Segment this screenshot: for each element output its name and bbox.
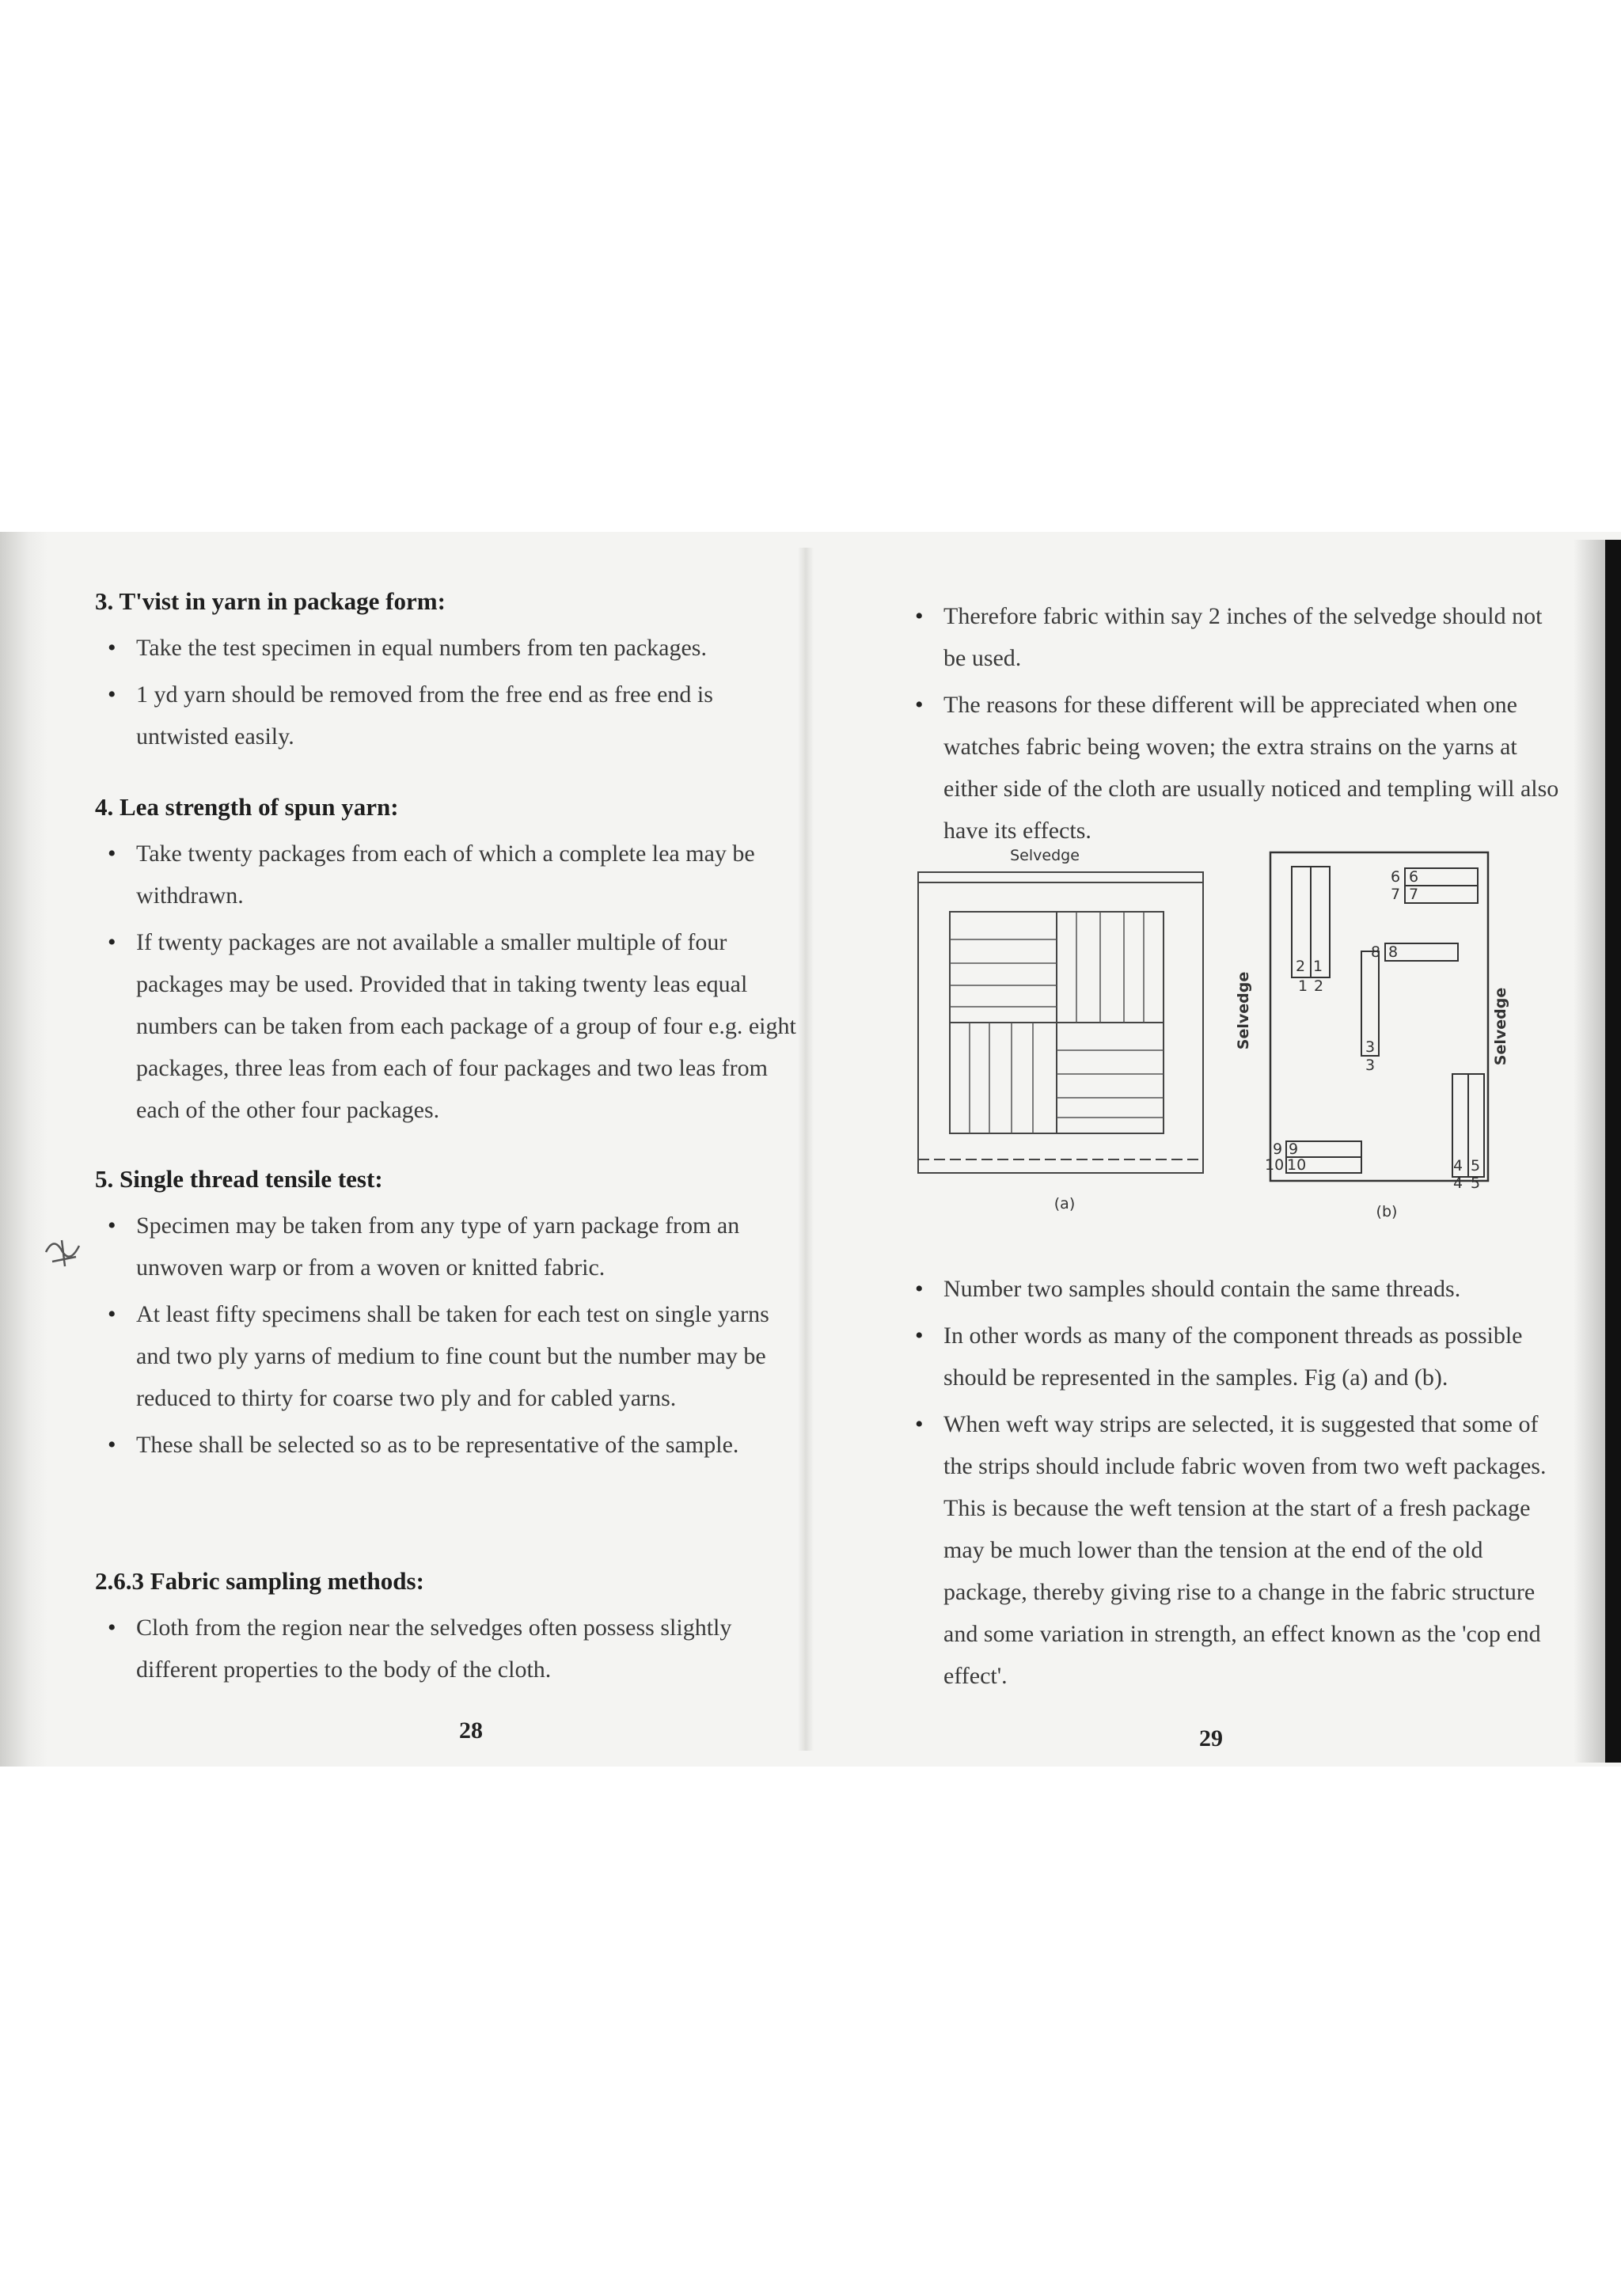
strip-number: 9	[1289, 1140, 1299, 1158]
strip-number: 9	[1273, 1140, 1283, 1158]
sampling-figure	[902, 844, 1509, 1240]
right-page	[902, 532, 1567, 1767]
left-page	[95, 532, 807, 1767]
section-heading: 5. Single thread tensile test:	[95, 1165, 383, 1193]
strip-number: 3	[1365, 1038, 1376, 1056]
list-item: • At least fifty specimens shall be taken for each test on single yarns and two ply yarns of medium to fine count but the number may be reduced to thirty for coarse two ply and for cabled yarns.	[95, 1293, 807, 1419]
section-single-thread-tensile	[95, 1165, 807, 1471]
section-twist-in-yarn	[95, 587, 807, 762]
top-bullets	[902, 595, 1567, 856]
figure-a-caption: (a)	[1053, 1195, 1076, 1213]
strip-number: 1	[1298, 977, 1308, 995]
strip-number: 6	[1391, 868, 1401, 886]
strip-number: 2	[1296, 958, 1306, 975]
list-item: • Therefore fabric within say 2 inches of the selvedge should not be used.	[902, 595, 1567, 679]
section-lea-strength	[95, 793, 807, 1136]
bullet-list	[95, 833, 807, 1131]
strip-number: 8	[1371, 943, 1381, 961]
list-item: • In other words as many of the component threads as possible should be represented in the samples. Fig (a) and (b).	[902, 1315, 1567, 1398]
figure-a-title: Selvedge	[1010, 847, 1080, 864]
list-item: • Take the test specimen in equal numbers from ten packages.	[95, 627, 807, 669]
bullet-list	[902, 595, 1567, 852]
list-item: • 1 yd yarn should be removed from the free end as free end is untwisted easily.	[95, 674, 807, 757]
bullet-list	[902, 1268, 1567, 1697]
list-item: • If twenty packages are not available a smaller multiple of four packages may be used. Provided that in taking twenty leas equal numbers can be taken from each package of a group of four e.g. eight packages, three leas from each of four packages and two leas from each of the other four packages.	[95, 921, 807, 1131]
page-shadow-left	[0, 532, 47, 1767]
selvedge-label-left: Selvedge	[1235, 971, 1252, 1050]
selvedge-label-right: Selvedge	[1492, 987, 1509, 1066]
list-item: • Cloth from the region near the selvedges often possess slightly different properties to the body of the cloth.	[95, 1607, 807, 1691]
page-number: 28	[459, 1717, 483, 1744]
strip-number: 2	[1314, 977, 1324, 995]
bullet-list	[95, 1205, 807, 1466]
strip-number: 3	[1365, 1057, 1376, 1074]
list-item: • The reasons for these different will be appreciated when one watches fabric being woven; the extra strains on the yarns at either side of the cloth are usually noticed and templing will also have its effects.	[902, 684, 1567, 852]
section-heading: 4. Lea strength of spun yarn:	[95, 793, 399, 821]
section-heading: 3. T'vist in yarn in package form:	[95, 587, 446, 615]
page-shadow-right	[1574, 540, 1605, 1763]
section-fabric-sampling	[95, 1567, 807, 1695]
bullet-list	[95, 627, 807, 757]
section-heading: 2.6.3 Fabric sampling methods:	[95, 1567, 424, 1595]
list-item: • Specimen may be taken from any type of yarn package from an unwoven warp or from a woven or knitted fabric.	[95, 1205, 807, 1288]
handwritten-mark	[38, 1228, 93, 1276]
list-item: • Number two samples should contain the same threads.	[902, 1268, 1567, 1310]
binding-edge	[1605, 540, 1621, 1763]
figure-b-caption: (b)	[1376, 1203, 1398, 1220]
bottom-bullets	[902, 1268, 1567, 1702]
figure-a	[918, 847, 1203, 1213]
strip-number: 1	[1313, 958, 1323, 975]
strip-number: 10	[1265, 1156, 1285, 1174]
figure-b	[1235, 852, 1509, 1220]
bullet-list	[95, 1607, 807, 1691]
strip-number: 6	[1409, 868, 1419, 886]
page-number: 29	[1199, 1725, 1223, 1751]
strip-number: 4	[1453, 1175, 1463, 1192]
strip-number: 5	[1471, 1175, 1481, 1192]
strip-number: 7	[1409, 886, 1419, 903]
strip-number: 7	[1391, 886, 1401, 903]
list-item: • When weft way strips are selected, it is suggested that some of the strips should include fabric woven from two weft packages. This is because the weft tension at the start of a fresh package may be much lower than the tension at the end of the old package, thereby giving rise to a change in the fabric structure and some variation in strength, an effect known as the 'cop end effect'.	[902, 1403, 1567, 1697]
strip-number: 8	[1388, 943, 1399, 961]
list-item: • These shall be selected so as to be representative of the sample.	[95, 1424, 807, 1466]
book-spread	[0, 532, 1621, 1767]
strip-number: 5	[1471, 1157, 1481, 1175]
list-item: • Take twenty packages from each of which a complete lea may be withdrawn.	[95, 833, 807, 917]
strip-number: 4	[1453, 1157, 1463, 1175]
strip-number: 10	[1287, 1156, 1307, 1174]
